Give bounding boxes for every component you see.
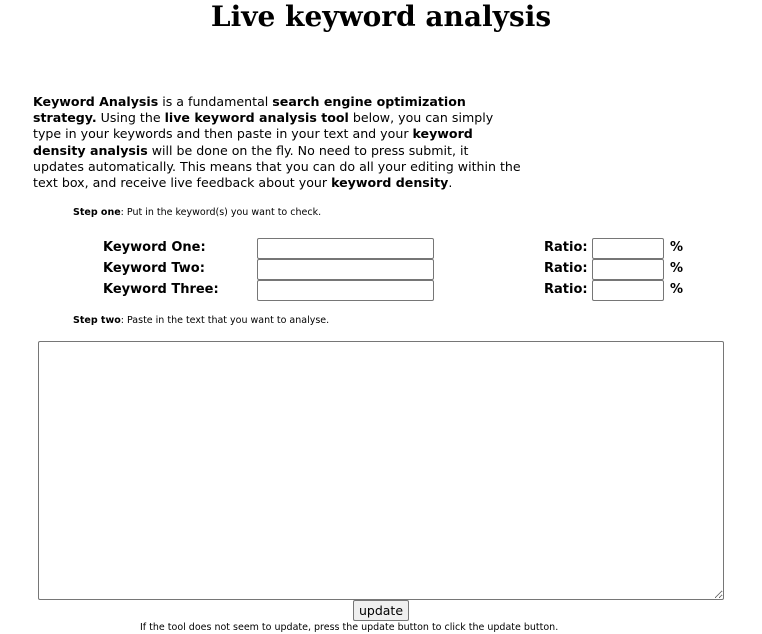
- intro-text-segment: live keyword analysis tool: [164, 110, 349, 126]
- intro-text-segment: keyword density analysis: [33, 126, 473, 158]
- intro-text-segment: search engine optimization strategy.: [33, 94, 466, 126]
- text-to-analyse-textarea[interactable]: [38, 341, 724, 600]
- intro-text-segment: is a fundamental: [158, 94, 273, 109]
- page-title: Live keyword analysis: [210, 0, 552, 33]
- keyword-three-input[interactable]: [257, 280, 434, 301]
- intro-paragraph: [33, 94, 523, 191]
- ratio-two-field[interactable]: [592, 259, 664, 280]
- keyword-one-label: Keyword One:: [103, 240, 206, 255]
- intro-text-segment: Using the: [96, 110, 165, 126]
- step-one-label: Step one: [73, 207, 121, 218]
- step-one-instruction: [73, 207, 321, 219]
- intro-text-segment: Keyword Analysis: [33, 94, 159, 109]
- keyword-three-label: Keyword Three:: [103, 282, 219, 297]
- ratio-three-percent-sign: %: [670, 282, 684, 297]
- update-button[interactable]: update: [353, 600, 409, 621]
- intro-text-segment: keyword density: [331, 175, 449, 191]
- ratio-one-label: Ratio:: [544, 240, 588, 255]
- ratio-one-field[interactable]: [592, 238, 664, 259]
- intro-text-segment: will be done on the fly. No need to press submit, it updates automatically. This means that you can do all your editing within the text box, and receive live feedback about your: [33, 142, 521, 191]
- keyword-two-input[interactable]: [257, 259, 434, 280]
- step-two-text: : Paste in the text that you want to analyse.: [120, 315, 330, 326]
- keyword-one-input[interactable]: [257, 238, 434, 259]
- ratio-one-percent-sign: %: [670, 240, 684, 255]
- step-two-label: Step two: [73, 315, 121, 326]
- ratio-two-label: Ratio:: [544, 261, 588, 276]
- step-two-instruction: [73, 315, 329, 327]
- intro-text-segment: below, you can simply type in your keywords and then paste in your text and your: [33, 110, 494, 142]
- ratio-three-field[interactable]: [592, 280, 664, 301]
- ratio-three-label: Ratio:: [544, 282, 588, 297]
- ratio-two-percent-sign: %: [670, 261, 684, 276]
- step-one-text: : Put in the keyword(s) you want to check.: [120, 207, 322, 218]
- keyword-two-label: Keyword Two:: [103, 261, 205, 276]
- footnote-text: If the tool does not seem to update, press the update button to click the update button.: [140, 622, 559, 633]
- intro-text-segment: .: [448, 175, 453, 191]
